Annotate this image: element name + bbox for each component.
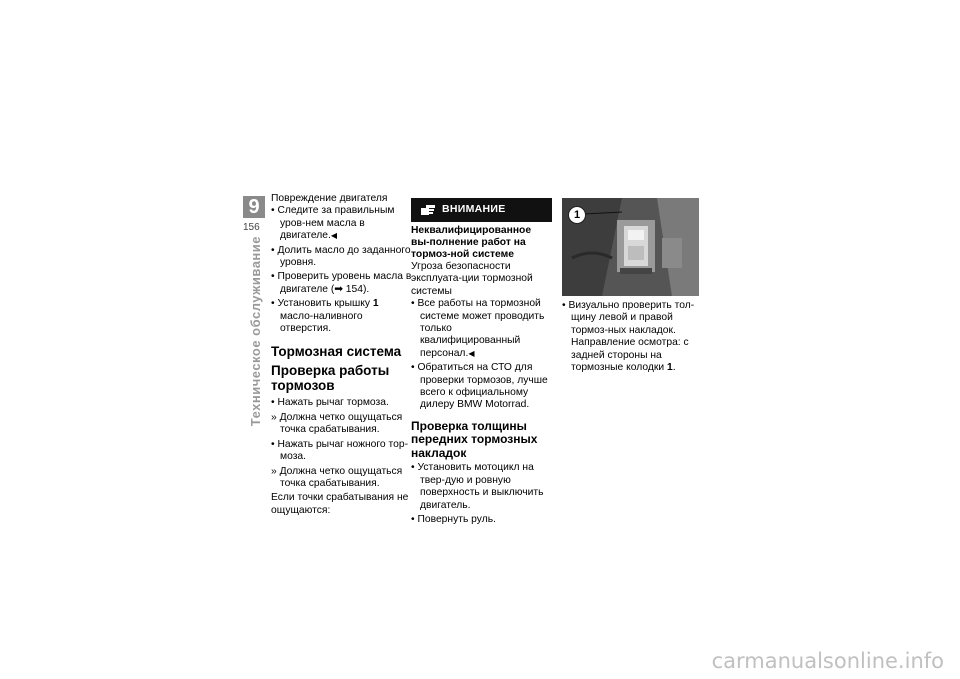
watermark: carmanualsonline.info: [711, 649, 944, 673]
warning-hand-icon: [421, 204, 435, 216]
result-item: » Должна четко ощущаться точка срабатывания.: [271, 411, 403, 436]
list-item: [411, 298, 552, 360]
sidebar: [243, 196, 265, 458]
list-item-text: • Проверить уровень масла в двигателе (: [271, 271, 412, 295]
arrow-ref-icon: ➡: [334, 283, 346, 295]
list-item: • Нажать рычаг тормоза.: [271, 397, 389, 409]
callout-number: 1: [568, 206, 586, 224]
column-2: [411, 193, 552, 528]
list-item-text: • Визуально проверить тол-щину левой и правой тормоз-ных накладок. Направление осмотра: с задней стороны на тормозные колодки: [562, 300, 695, 374]
subsection-heading-brake-check: Проверка работы тормозов: [271, 363, 390, 394]
end-triangle-icon: ◀: [468, 348, 475, 358]
column-1: [271, 193, 413, 517]
warning-label: ВНИМАНИЕ: [442, 203, 506, 215]
chapter-title: Техническое обслуживание: [248, 236, 263, 427]
list-item: • Нажать рычаг ножного тор-моза.: [271, 438, 408, 463]
intro-text: Повреждение двигателя: [271, 193, 388, 204]
list-item: [562, 300, 700, 374]
list-item-text: • Установить крышку: [271, 298, 373, 310]
conditional-text: Если точки срабатывания не ощущаются:: [271, 492, 409, 516]
warning-title: Неквалифицированное вы-полнение работ на тормоз-ной системе: [411, 225, 532, 260]
section-heading-brake-system: Тормозная система: [271, 344, 402, 360]
part-number: 1: [667, 362, 673, 374]
list-item: • Повернуть руль.: [411, 514, 496, 525]
warning-banner: [411, 198, 552, 222]
section-heading-pad-thickness: Проверка толщины передних тормозных накладок: [411, 418, 538, 460]
list-item: • Установить мотоцикл на твер-дую и ровную поверхность и выключить двигатель.: [411, 462, 544, 511]
column-3: [562, 193, 700, 376]
end-triangle-icon: ◀: [330, 231, 337, 241]
list-item-text: • Все работы на тормозной системе может проводить только квалифицированный персонал.: [411, 298, 545, 359]
list-item: [271, 205, 413, 242]
list-item: • Долить масло до заданного уровня.: [271, 244, 411, 269]
list-item: [271, 298, 413, 335]
list-item: • Обратиться на СТО для проверки тормозов, лучше всего к официальному дилеру BMW Motorrad.: [411, 362, 548, 411]
chapter-number: 9: [243, 196, 265, 218]
warning-text: Угроза безопасности эксплуата-ции тормозной системы: [411, 261, 533, 297]
page-number: 156: [243, 222, 260, 233]
part-number: 1: [372, 298, 379, 310]
list-item-text: масло-наливного отверстия.: [280, 310, 363, 335]
page-ref: 154).: [345, 283, 370, 295]
list-item: [271, 271, 413, 296]
list-item-text: • Следите за правильным уров-нем масла в двигателе.: [271, 205, 395, 242]
result-item: » Должна четко ощущаться точка срабатывания.: [271, 465, 403, 489]
brake-caliper-photo: [562, 198, 699, 296]
list-item-text: .: [672, 362, 676, 374]
